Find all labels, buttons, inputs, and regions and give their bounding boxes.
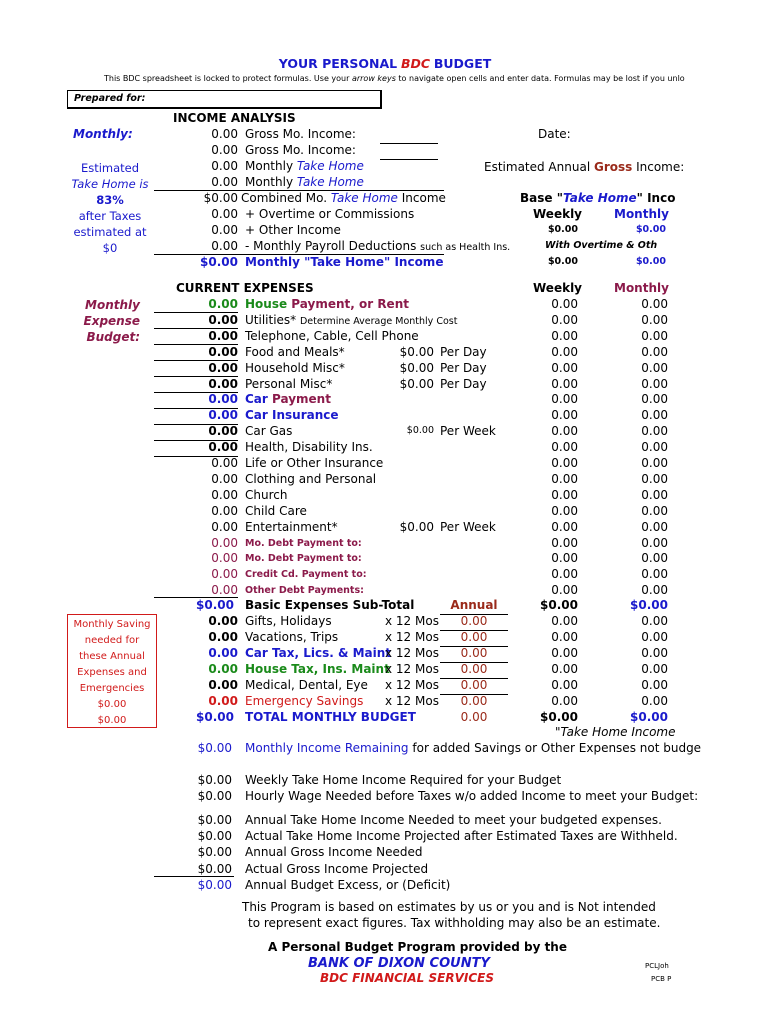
expense-label: Mo. Debt Payment to: xyxy=(245,538,362,549)
weekly-value: 0.00 xyxy=(551,329,578,343)
expense-label: Personal Misc* xyxy=(245,377,333,391)
monthly-label: Monthly: xyxy=(73,127,133,141)
annual-value: 0.00 xyxy=(460,614,488,628)
income-label: + Overtime or Commissions xyxy=(245,207,415,221)
per-unit-label: Per Day xyxy=(440,377,487,391)
expense-label: Child Care xyxy=(245,504,307,518)
code-1: PCLJoh xyxy=(645,962,669,970)
with-overtime-label: With Overtime & Oth xyxy=(545,240,658,251)
annual-expense-value[interactable]: 0.00 xyxy=(208,614,238,628)
weekly-value: 0.00 xyxy=(551,345,578,359)
weekly-value: 0.00 xyxy=(551,488,578,502)
total-budget-label: TOTAL MONTHLY BUDGET xyxy=(245,710,416,724)
bank-name: BANK OF DIXON COUNTY xyxy=(308,956,490,971)
expense-label: Car Gas xyxy=(245,424,293,438)
date-label: Date: xyxy=(538,127,571,141)
monthly-value: 0.00 xyxy=(641,662,668,676)
weekly-value: 0.00 xyxy=(551,583,578,597)
expense-value[interactable]: 0.00 xyxy=(211,472,238,486)
expense-label: Car Payment xyxy=(245,392,331,406)
monthly-value: 0.00 xyxy=(641,392,668,406)
page-title: YOUR PERSONAL BDC BUDGET xyxy=(278,56,492,71)
prepared-for-label: Prepared for: xyxy=(74,93,146,104)
est-annual-gross-label: Estimated Annual Gross Income: xyxy=(484,160,685,174)
summary-label: Annual Take Home Income Needed to meet your budgeted expenses. xyxy=(245,813,662,827)
summary-label: Annual Budget Excess, or (Deficit) xyxy=(245,878,451,892)
disclaimer-line-2: to represent exact figures. Tax withholding may also be an estimate. xyxy=(248,916,661,930)
monthly-value: 0.00 xyxy=(641,678,668,692)
annual-expense-value[interactable]: 0.00 xyxy=(208,678,238,692)
weekly-value: 0.00 xyxy=(551,551,578,565)
income-header: INCOME ANALYSIS xyxy=(173,111,296,125)
weekly-value: 0.00 xyxy=(551,678,578,692)
weekly-value: 0.00 xyxy=(551,313,578,327)
per-unit-label: Per Day xyxy=(440,361,487,375)
expenses-header: CURRENT EXPENSES xyxy=(176,281,314,295)
summary-value: $0.00 xyxy=(197,789,232,803)
exp-weekly-header: Weekly xyxy=(533,281,583,295)
annual-expense-value[interactable]: 0.00 xyxy=(208,646,238,660)
expense-label: Food and Meals* xyxy=(245,345,345,359)
expense-value[interactable]: 0.00 xyxy=(211,551,238,565)
take-home-side-note: Estimated Take Home is 83% after Taxes estimated at $0 xyxy=(71,161,149,255)
monthly-value: 0.00 xyxy=(641,329,668,343)
weekly-value: 0.00 xyxy=(551,646,578,660)
income-value[interactable]: 0.00 xyxy=(211,159,238,173)
summary-label: Annual Gross Income Needed xyxy=(245,845,423,859)
weekly-value: 0.00 xyxy=(551,424,578,438)
expense-value[interactable]: 0.00 xyxy=(208,313,238,327)
notice-text: This BDC spreadsheet is locked to protect formulas. Use your arrow keys to navigate open cells and enter data. Formulas may be lost if you unlo xyxy=(104,74,685,83)
monthly-value: 0.00 xyxy=(641,345,668,359)
monthly-value: 0.00 xyxy=(641,297,668,311)
monthly-value: 0.00 xyxy=(641,694,668,708)
income-value: $0.00 xyxy=(203,191,238,205)
monthly-value: 0.00 xyxy=(641,630,668,644)
monthly-value: 0.00 xyxy=(641,361,668,375)
monthly-saving-box xyxy=(67,614,157,728)
monthly-value: 0.00 xyxy=(641,583,668,597)
base-weekly: $0.00 xyxy=(547,224,578,235)
income-label: Monthly Take Home xyxy=(245,175,364,189)
expense-value[interactable]: 0.00 xyxy=(208,345,238,359)
expense-value[interactable]: 0.00 xyxy=(208,424,238,438)
annual-value: 0.00 xyxy=(460,662,488,676)
monthly-value: 0.00 xyxy=(641,472,668,486)
summary-value: $0.00 xyxy=(197,829,232,843)
weekly-value: 0.00 xyxy=(551,297,578,311)
summary-label: Actual Take Home Income Projected after Estimated Taxes are Withheld. xyxy=(245,829,678,843)
summary-label: Actual Gross Income Projected xyxy=(245,862,429,876)
summary-value: $0.00 xyxy=(197,862,232,876)
ot-weekly: $0.00 xyxy=(547,256,578,267)
per-unit-label: Per Week xyxy=(440,424,496,438)
subtotal-monthly: $0.00 xyxy=(630,598,668,612)
expense-label: Other Debt Payments: xyxy=(245,585,364,596)
monthly-value: 0.00 xyxy=(641,424,668,438)
expense-value[interactable]: 0.00 xyxy=(211,504,238,518)
financial-services: BDC FINANCIAL SERVICES xyxy=(320,971,494,985)
expense-value[interactable]: 0.00 xyxy=(208,329,238,343)
monthly-value: 0.00 xyxy=(641,456,668,470)
ot-monthly: $0.00 xyxy=(635,256,666,267)
remaining-label: Monthly Income Remaining for added Savings or Other Expenses not budge xyxy=(245,741,702,755)
annual-expense-value[interactable]: 0.00 xyxy=(208,694,238,708)
expense-value[interactable]: 0.00 xyxy=(208,361,238,375)
expense-value[interactable]: 0.00 xyxy=(211,456,238,470)
per-unit-label: Per Week xyxy=(440,520,496,534)
expense-label: Utilities* Determine Average Monthly Cost xyxy=(245,313,458,327)
months-multiplier: x 12 Mos xyxy=(385,630,439,644)
income-value[interactable]: 0.00 xyxy=(211,143,238,157)
annual-expense-label: Medical, Dental, Eye xyxy=(245,678,368,692)
weekly-value: 0.00 xyxy=(551,694,578,708)
total-annual-value: 0.00 xyxy=(460,710,488,724)
income-label: - Monthly Payroll Deductions such as Health Ins. xyxy=(245,239,511,253)
annual-value: 0.00 xyxy=(460,694,488,708)
expense-label: Car Insurance xyxy=(245,408,339,422)
expense-label: Telephone, Cable, Cell Phone xyxy=(245,329,419,343)
expense-label: Health, Disability Ins. xyxy=(245,440,373,454)
annual-header: Annual xyxy=(450,598,498,612)
monthly-value: 0.00 xyxy=(641,488,668,502)
income-label: Gross Mo. Income: xyxy=(245,127,356,141)
expense-value[interactable]: 0.00 xyxy=(208,408,238,422)
monthly-value: 0.00 xyxy=(641,377,668,391)
annual-expense-label: Emergency Savings xyxy=(245,694,364,708)
weekly-value: 0.00 xyxy=(551,456,578,470)
monthly-value: 0.00 xyxy=(641,567,668,581)
weekly-value: 0.00 xyxy=(551,440,578,454)
summary-label: Hourly Wage Needed before Taxes w/o added Income to meet your Budget: xyxy=(245,789,699,803)
subtotal-label: Basic Expenses Sub-Total xyxy=(245,598,415,612)
total-monthly: $0.00 xyxy=(630,710,668,724)
months-multiplier: x 12 Mos xyxy=(385,662,439,676)
expense-budget-side-label: Monthly Expense Budget: xyxy=(83,298,140,344)
weekly-value: 0.00 xyxy=(551,472,578,486)
monthly-value: 0.00 xyxy=(641,614,668,628)
weekly-value: 0.00 xyxy=(551,567,578,581)
weekly-value: 0.00 xyxy=(551,662,578,676)
monthly-value: 0.00 xyxy=(641,504,668,518)
weekly-header: Weekly xyxy=(533,207,583,221)
annual-value: 0.00 xyxy=(460,678,488,692)
months-multiplier: x 12 Mos xyxy=(385,678,439,692)
expense-value[interactable]: 0.00 xyxy=(208,392,238,406)
summary-value: $0.00 xyxy=(197,878,232,892)
summary-label: Weekly Take Home Income Required for your Budget xyxy=(245,773,562,787)
per-unit-value[interactable]: $0.00 xyxy=(399,345,434,359)
annual-value: 0.00 xyxy=(460,646,488,660)
weekly-value: 0.00 xyxy=(551,536,578,550)
annual-expense-label: Car Tax, Lics. & Maint xyxy=(245,646,392,660)
months-multiplier: x 12 Mos xyxy=(385,614,439,628)
income-total-label: Monthly "Take Home" Income xyxy=(245,255,444,269)
total-weekly: $0.00 xyxy=(540,710,578,724)
expense-value[interactable]: 0.00 xyxy=(208,377,238,391)
per-unit-label: Per Day xyxy=(440,345,487,359)
monthly-value: 0.00 xyxy=(641,313,668,327)
expense-value[interactable]: 0.00 xyxy=(208,297,238,311)
summary-value: $0.00 xyxy=(197,773,232,787)
income-label: Combined Mo. Take Home Income xyxy=(241,191,446,205)
expense-label: Clothing and Personal xyxy=(245,472,377,486)
income-value[interactable]: 0.00 xyxy=(211,207,238,221)
expense-value[interactable]: 0.00 xyxy=(211,583,238,597)
income-label: Monthly Take Home xyxy=(245,159,364,173)
subtotal-value: $0.00 xyxy=(196,598,234,612)
annual-expense-label: Gifts, Holidays xyxy=(245,614,332,628)
monthly-value: 0.00 xyxy=(641,520,668,534)
expense-value[interactable]: 0.00 xyxy=(208,440,238,454)
exp-monthly-header: Monthly xyxy=(614,281,669,295)
expense-value[interactable]: 0.00 xyxy=(211,520,238,534)
monthly-value: 0.00 xyxy=(641,408,668,422)
income-value[interactable]: 0.00 xyxy=(211,239,238,253)
per-unit-value[interactable]: $0.00 xyxy=(399,377,434,391)
weekly-value: 0.00 xyxy=(551,614,578,628)
remaining-value: $0.00 xyxy=(197,741,232,755)
income-label: Gross Mo. Income: xyxy=(245,143,356,157)
monthly-header: Monthly xyxy=(614,207,669,221)
annual-value: 0.00 xyxy=(460,630,488,644)
expense-value[interactable]: 0.00 xyxy=(211,567,238,581)
monthly-value: 0.00 xyxy=(641,646,668,660)
expense-label: Mo. Debt Payment to: xyxy=(245,553,362,564)
base-monthly: $0.00 xyxy=(635,224,666,235)
monthly-value: 0.00 xyxy=(641,551,668,565)
weekly-value: 0.00 xyxy=(551,361,578,375)
weekly-value: 0.00 xyxy=(551,504,578,518)
weekly-value: 0.00 xyxy=(551,408,578,422)
base-take-home-header: Base "Take Home" Inco xyxy=(520,191,676,205)
months-multiplier: x 12 Mos xyxy=(385,646,439,660)
income-value[interactable]: 0.00 xyxy=(211,223,238,237)
expense-label: Life or Other Insurance xyxy=(245,456,384,470)
per-unit-value[interactable]: $0.00 xyxy=(399,520,434,534)
prepared-for-field[interactable] xyxy=(67,90,382,109)
annual-expense-label: Vacations, Trips xyxy=(245,630,339,644)
expense-value[interactable]: 0.00 xyxy=(211,536,238,550)
annual-expense-value[interactable]: 0.00 xyxy=(208,630,238,644)
annual-expense-label: House Tax, Ins. Maint xyxy=(245,662,390,676)
months-multiplier: x 12 Mos xyxy=(385,694,439,708)
take-home-note: "Take Home Income xyxy=(555,725,676,739)
weekly-value: 0.00 xyxy=(551,630,578,644)
monthly-value: 0.00 xyxy=(641,440,668,454)
subtotal-weekly: $0.00 xyxy=(540,598,578,612)
annual-expense-value[interactable]: 0.00 xyxy=(208,662,238,676)
per-unit-value[interactable]: $0.00 xyxy=(406,425,434,436)
income-value[interactable]: 0.00 xyxy=(211,175,238,189)
expense-label: Household Misc* xyxy=(245,361,345,375)
expense-value[interactable]: 0.00 xyxy=(211,488,238,502)
expense-label: Church xyxy=(245,488,288,502)
provided-by: A Personal Budget Program provided by the xyxy=(268,940,567,954)
weekly-value: 0.00 xyxy=(551,520,578,534)
code-2: PCB P xyxy=(651,975,672,983)
saving-side-note: Monthly Saving needed for these Annual Expenses and Emergencies $0.00 $0.00 xyxy=(73,619,151,726)
weekly-value: 0.00 xyxy=(551,377,578,391)
expense-label: House Payment, or Rent xyxy=(245,297,409,311)
summary-value: $0.00 xyxy=(197,845,232,859)
disclaimer-line-1: This Program is based on estimates by us or you and is Not intended xyxy=(242,900,656,914)
summary-value: $0.00 xyxy=(197,813,232,827)
per-unit-value[interactable]: $0.00 xyxy=(399,361,434,375)
expense-label: Entertainment* xyxy=(245,520,338,534)
income-value[interactable]: 0.00 xyxy=(211,127,238,141)
expense-label: Credit Cd. Payment to: xyxy=(245,569,367,580)
monthly-value: 0.00 xyxy=(641,536,668,550)
income-total-value: $0.00 xyxy=(200,255,238,269)
income-label: + Other Income xyxy=(245,223,341,237)
weekly-value: 0.00 xyxy=(551,392,578,406)
total-budget-value: $0.00 xyxy=(196,710,234,724)
